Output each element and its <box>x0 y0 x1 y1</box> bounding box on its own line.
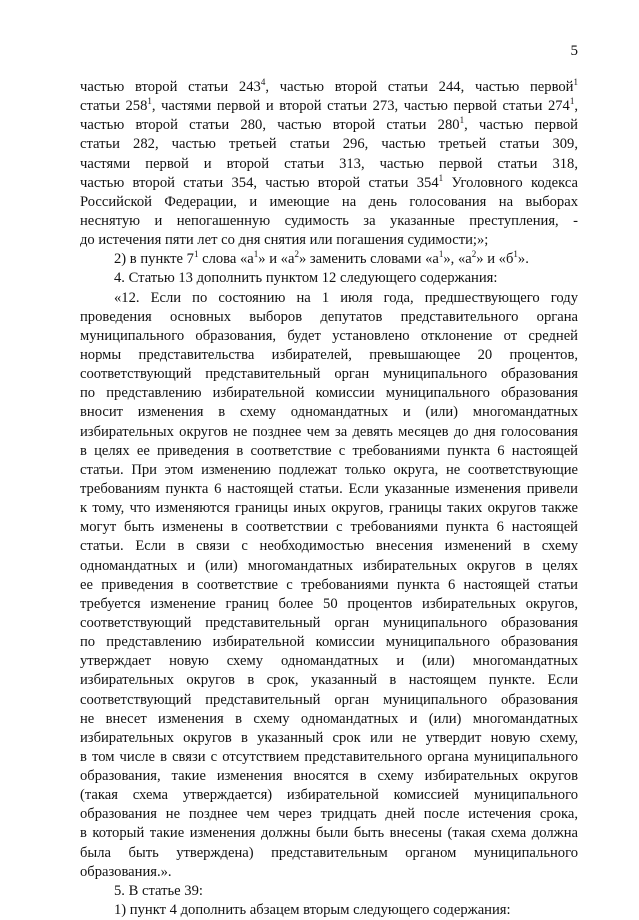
text-line: статьи $258^1$, частями первой и второй статьи 273, частью первой статьи $274^1$, <box>80 96 579 115</box>
text-line: соответствующий представительный орган муниципального образования <box>80 691 578 708</box>
text-line: частями первой и второй статьи 313, частью первой статьи 318, <box>80 155 578 172</box>
text-line: ее приведения в соответствие с требованиями пункта 6 настоящей статьи <box>80 576 578 593</box>
text-line: частью второй статьи $243^4$, частью второй статьи 244, частью первой$^1$ <box>80 77 578 95</box>
text-line: 1) пункт 4 дополнить абзацем вторым следующего содержания: <box>114 902 511 919</box>
text-line: проведения основных выборов депутатов представительного органа <box>80 308 578 325</box>
text-line: статьи. При этом изменению подлежат только округа, не соответствующие <box>80 461 578 478</box>
text-line: в целях ее приведения в соответствие с требованиями пункта 6 настоящей <box>80 442 578 459</box>
text-line: могут быть изменены в соответствии с требованиями пункта 6 настоящей <box>80 519 578 536</box>
text-line: до истечения пяти лет со дня снятия или погашения судимости;»; <box>80 232 489 249</box>
text-line: муниципального образования, будет установлено отклонение от средней <box>80 327 578 344</box>
text-line: избирательных округов не позднее чем за девять месяцев до дня голосования <box>80 423 578 440</box>
text-line: избирательных округов в срок, указанный в настоящем пункте. Если <box>80 672 578 689</box>
text-line: требованиям пункта 6 настоящей статьи. Если указанные изменения привели <box>80 480 578 497</box>
text-line: образования, такие изменения вносятся в схему избирательных округов <box>80 768 578 785</box>
text-line: частью второй статьи 280, частью второй статьи $280^1$, частью первой <box>80 115 578 134</box>
text-line: 2) в пункте $7^1$ слова «$а^1$» и «$а^2$» заменить словами «$а^1$», «$а^2$» и «$б^1$». <box>114 249 529 268</box>
text-line: одномандатных и (или) многомандатных избирательных округов в целях <box>80 557 578 574</box>
text-line: вносит изменения в схему одномандатных и (или) многомандатных <box>80 404 578 421</box>
text-line: в том числе в связи с отсутствием представительного органа муниципального <box>80 748 578 765</box>
text-line: утверждает новую схему одномандатных и (или) многомандатных <box>80 653 578 670</box>
text-line: статьи 282, частью третьей статьи 296, частью третьей статьи 309, <box>80 136 578 153</box>
text-line: не внесет изменения в схему одномандатных и (или) многомандатных <box>80 710 578 727</box>
text-line: образования не позднее чем через тридцать дней после истечения срока, <box>80 806 578 823</box>
text-line: соответствующий представительный орган муниципального образования <box>80 366 578 383</box>
text-line: 4. Статью 13 дополнить пунктом 12 следующего содержания: <box>114 270 498 287</box>
text-line: статьи. Если в связи с необходимостью внесения изменений в схему <box>80 538 578 555</box>
page-number: 5 <box>570 43 578 59</box>
text-line: нормы представительства избирателей, превышающее 20 процентов, <box>80 346 578 363</box>
text-line: по представлению избирательной комиссии муниципального образования <box>80 634 578 651</box>
text-line: (такая схема утверждается) избирательной комиссией муниципального <box>80 787 578 804</box>
text-line: Российской Федерации, и имеющие на день голосования на выборах <box>80 193 578 210</box>
text-line: была быть утверждена) представительным органом муниципального <box>80 844 578 861</box>
text-line: неснятую и непогашенную судимость за указанные преступления, - <box>80 212 578 229</box>
document-body <box>80 78 578 920</box>
text-line: по представлению избирательной комиссии муниципального образования <box>80 385 578 402</box>
text-line: требуется изменение границ более 50 процентов избирательных округов, <box>80 595 578 612</box>
text-line: избирательных округов в указанный срок или не утвердит новую схему, <box>80 729 578 746</box>
text-line: к тому, что изменяются границы иных округов, границы таких округов также <box>80 500 578 517</box>
text-line: образования.». <box>80 863 172 880</box>
text-line: частью второй статьи 354, частью второй статьи $354^1$ Уголовного кодекса <box>80 172 578 191</box>
text-line: «12. Если по состоянию на 1 июля года, предшествующего году <box>114 289 578 306</box>
text-line: 5. В статье 39: <box>114 882 203 899</box>
text-line: в который такие изменения должны были быть внесены (такая схема должна <box>80 825 578 842</box>
text-line: соответствующий представительный орган муниципального образования <box>80 614 578 631</box>
